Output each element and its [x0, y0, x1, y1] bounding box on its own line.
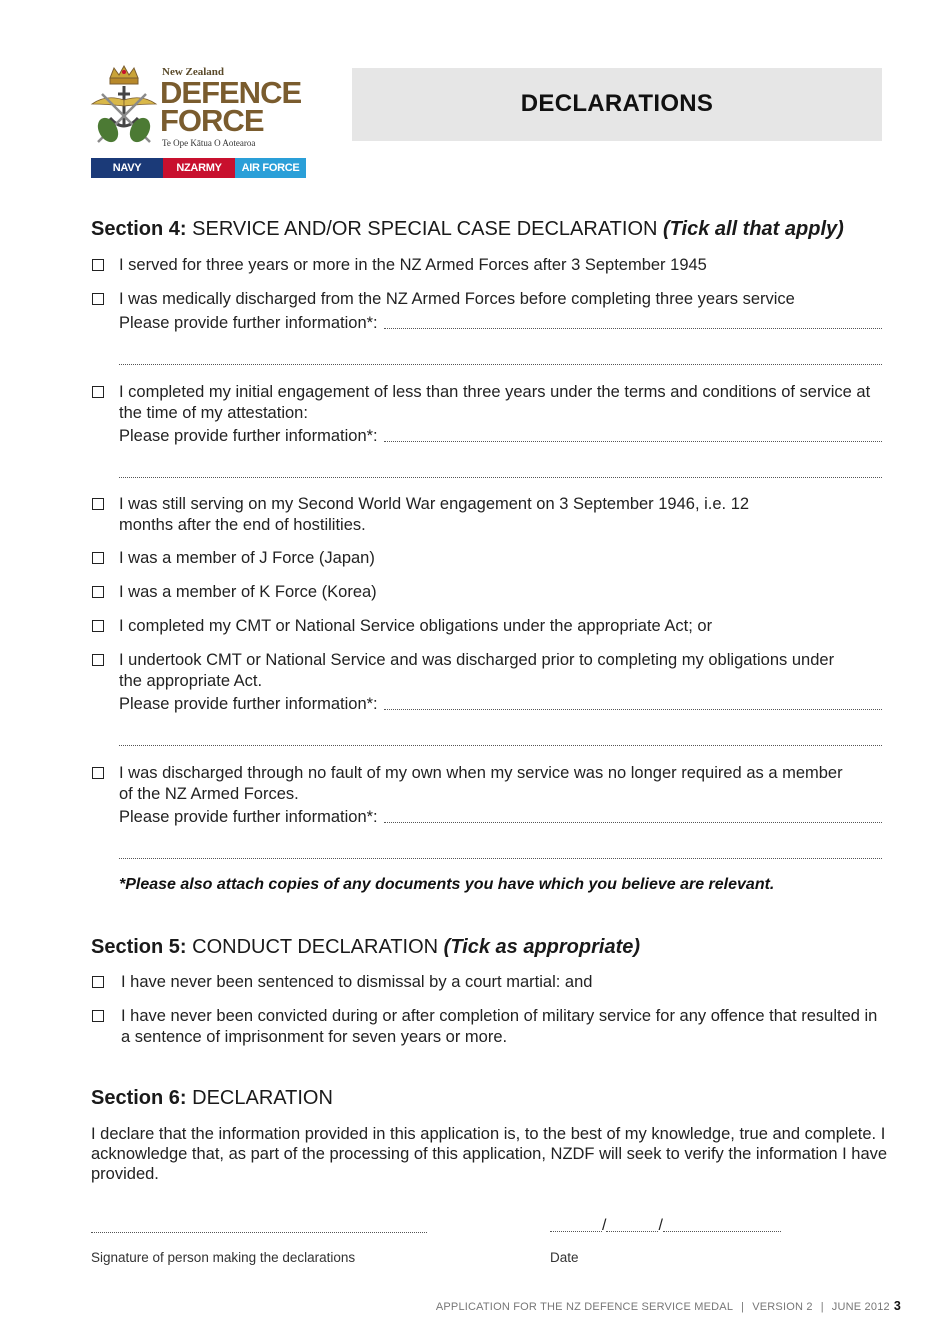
further-info-line-2[interactable]: [119, 477, 882, 478]
logo-line-force: FORCE: [160, 103, 264, 138]
section4-item-7[interactable]: [91, 616, 891, 637]
section4-heading: [91, 218, 844, 241]
item-text: I was a member of J Force (Japan): [119, 549, 375, 567]
footer-separator: |: [820, 1301, 824, 1313]
item-text: I have never been sentenced to dismissal by a court martial: and: [121, 973, 593, 991]
checkbox[interactable]: [92, 767, 104, 779]
section4-item-2[interactable]: [91, 289, 891, 310]
date-label: Date: [550, 1250, 579, 1265]
further-info-line[interactable]: [384, 328, 882, 329]
section4-item-6[interactable]: [91, 582, 891, 603]
section5-title: CONDUCT DECLARATION: [192, 936, 439, 958]
further-info-field[interactable]: [119, 427, 882, 446]
section6-heading: [91, 1087, 333, 1110]
further-info-label: Please provide further information*:: [119, 427, 378, 445]
further-info-label: Please provide further information*:: [119, 314, 378, 332]
item-text: I served for three years or more in the NZ Armed Forces after 3 September 1945: [119, 256, 707, 274]
item-text: I completed my CMT or National Service obligations under the appropriate Act; or: [119, 617, 713, 635]
section5-heading: [91, 936, 640, 959]
page-title: DECLARATIONS: [520, 90, 714, 117]
air-force-badge: AIR FORCE: [235, 158, 306, 178]
section5-item-2[interactable]: [91, 1006, 881, 1047]
section5-label: Section 5:: [91, 936, 187, 958]
section5-item-1[interactable]: [91, 972, 891, 993]
further-info-line[interactable]: [384, 709, 882, 710]
item-text: I undertook CMT or National Service and was discharged prior to completing my obligations under the appropriate Act.: [119, 651, 835, 690]
attach-documents-note: *Please also attach copies of any documents you have which you believe are relevant.: [119, 876, 775, 893]
section5-note: (Tick as appropriate): [443, 936, 641, 958]
signature-label: Signature of person making the declarations: [91, 1250, 356, 1265]
section4-title: SERVICE AND/OR SPECIAL CASE DECLARATION: [192, 218, 658, 240]
further-info-label: Please provide further information*:: [119, 808, 378, 826]
item-text: I have never been convicted during or after completion of military service for any offence that resulted in a sentence of imprisonment for seven years or more.: [121, 1007, 878, 1046]
crest-icon: [88, 64, 160, 148]
checkbox[interactable]: [92, 498, 104, 510]
footer-date: JUNE 2012: [831, 1301, 890, 1313]
logo-country: New Zealand: [162, 66, 225, 78]
section4-label: Section 4:: [91, 218, 187, 240]
section4-item-5[interactable]: [91, 548, 891, 569]
checkbox[interactable]: [92, 620, 104, 632]
signature-field[interactable]: [91, 1232, 427, 1233]
date-separator: /: [658, 1217, 663, 1234]
section4-note: (Tick all that apply): [663, 218, 844, 240]
footer-separator: |: [741, 1301, 745, 1313]
checkbox[interactable]: [92, 654, 104, 666]
section6-label: Section 6:: [91, 1087, 187, 1109]
footer-version: VERSION 2: [752, 1301, 813, 1313]
further-info-field[interactable]: [119, 808, 882, 827]
further-info-line-2[interactable]: [119, 858, 882, 859]
section4-item-9[interactable]: [91, 763, 851, 804]
item-text: I was a member of K Force (Korea): [119, 583, 377, 601]
further-info-line[interactable]: [384, 441, 882, 442]
section4-item-3[interactable]: [91, 382, 871, 423]
further-info-field[interactable]: [119, 695, 882, 714]
checkbox[interactable]: [92, 386, 104, 398]
date-year-line[interactable]: [663, 1231, 781, 1232]
date-separator: /: [602, 1217, 607, 1234]
item-text: I was still serving on my Second World War engagement on 3 September 1946, i.e. 12 months after the end of hostilities.: [119, 495, 750, 534]
checkbox[interactable]: [92, 976, 104, 988]
checkbox[interactable]: [92, 259, 104, 271]
section6-title: DECLARATION: [192, 1087, 333, 1109]
logo-line-defence: DEFENCE: [160, 75, 302, 110]
further-info-line-2[interactable]: [119, 745, 882, 746]
checkbox[interactable]: [92, 293, 104, 305]
date-month-line[interactable]: [606, 1231, 658, 1232]
item-text: I was discharged through no fault of my own when my service was no longer required as a member of the NZ Armed Forces.: [119, 764, 843, 803]
further-info-line[interactable]: [384, 822, 882, 823]
title-banner: [352, 68, 882, 141]
item-text: I was medically discharged from the NZ Armed Forces before completing three years service: [119, 290, 795, 308]
section4-item-1[interactable]: [91, 255, 891, 276]
checkbox[interactable]: [92, 586, 104, 598]
section4-item-4[interactable]: [91, 494, 771, 535]
checkbox[interactable]: [92, 552, 104, 564]
further-info-field[interactable]: [119, 314, 882, 333]
item-text: I completed my initial engagement of less than three years under the terms and conditions of service at the time of my attestation:: [119, 383, 871, 422]
date-day-line[interactable]: [550, 1231, 602, 1232]
checkbox[interactable]: [92, 1010, 104, 1022]
section4-item-8[interactable]: [91, 650, 861, 691]
page-footer: [436, 1299, 901, 1313]
logo-tagline: Te Ope Kātua O Aotearoa: [162, 138, 256, 148]
navy-badge: NAVY: [91, 158, 163, 178]
declaration-text: I declare that the information provided in this application is, to the best of my knowledge, true and complete. I acknowledge that, as part of the processing of this application, NZDF will seek to verify the information I have provided.: [91, 1125, 888, 1183]
footer-doc-title: APPLICATION FOR THE NZ DEFENCE SERVICE MEDAL: [435, 1301, 734, 1313]
nzdf-logo: [88, 64, 308, 180]
army-badge: NZARMY: [163, 158, 235, 178]
date-field[interactable]: [550, 1217, 790, 1235]
further-info-label: Please provide further information*:: [119, 695, 378, 713]
further-info-line-2[interactable]: [119, 364, 882, 365]
page-number: 3: [893, 1299, 901, 1313]
